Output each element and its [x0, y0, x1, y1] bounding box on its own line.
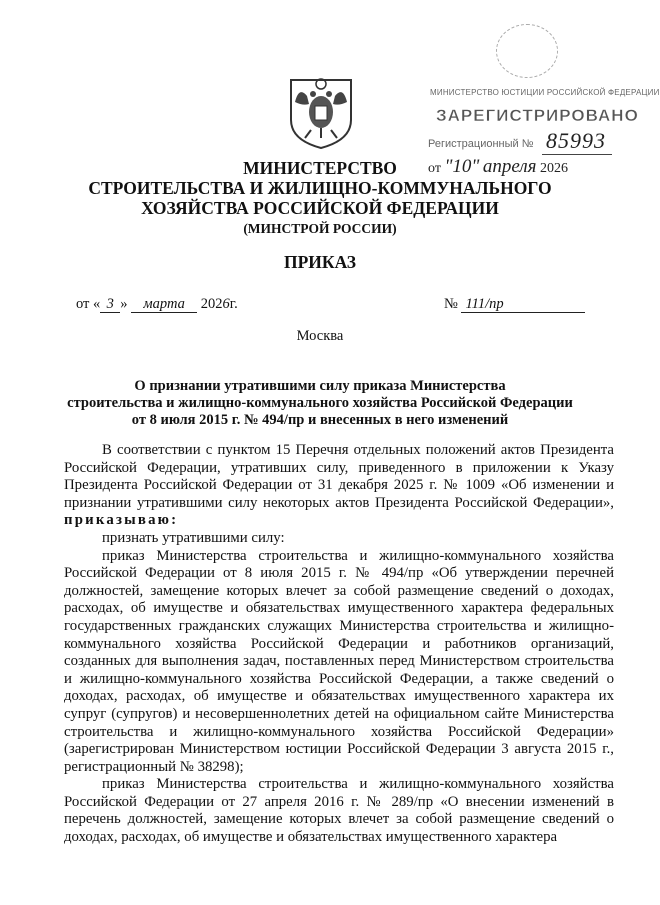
- subject-line-2: строительства и жилищно-коммунального хозяйства Российской Федерации: [67, 395, 573, 411]
- state-emblem: [285, 72, 357, 150]
- city: Москва: [296, 328, 344, 344]
- stamp-seal: [496, 24, 558, 78]
- subject-line-3: от 8 июля 2015 г. № 494/пр и внесенных в него изменений: [131, 412, 509, 428]
- ministry-title: [0, 158, 640, 218]
- date-month: марта: [131, 296, 197, 313]
- paragraph-preamble: [64, 442, 614, 530]
- ministry-line-2: СТРОИТЕЛЬСТВА И ЖИЛИЩНО-КОММУНАЛЬНОГО: [88, 178, 552, 198]
- date-day: 3: [100, 296, 120, 313]
- stamp-reg-label: Регистрационный №: [428, 138, 534, 150]
- stamp-date-prefix: от: [428, 161, 441, 176]
- date-mid: »: [120, 296, 128, 312]
- order-verb: приказываю:: [64, 512, 179, 529]
- number-label: №: [444, 296, 458, 312]
- order-subject: [0, 378, 640, 429]
- paragraph-resolution: признать утратившими силу:: [102, 529, 285, 546]
- date-year-hand: 6: [222, 296, 230, 312]
- stamp-date-month: апреля: [482, 156, 537, 177]
- registration-stamp: [418, 24, 660, 177]
- date-year-printed: 202: [200, 296, 223, 312]
- order-date: [76, 296, 238, 313]
- paragraph-item-1: приказ Министерства строительства и жилищно-коммунального хозяйства Российской Федерации от 8 июля 2015 г. № 494/пр «Об утверждении перечней должностей, замещение которых влечет за собой размещение сведений о доходах, расходах, об имуществе и обязательствах имущественного характера федеральных государственных гражданских служащих Министерства строительства и жилищно-коммунального хозяйства Российской Федерации и работников организаций, созданных для выполнения задач, поставленных перед Министерством строительства и жилищно-коммунального хозяйства Российской Федерации, а также сведений о доходах, расходах, об имуществе и обязательствах имущественного характера их супруг (супругов) и несовершеннолетних детей на официальном сайте Министерства строительства и жилищно-коммунального хозяйства Российской Федерации» (зарегистрирован Министерством юстиции Российской Федерации 3 августа 2015 г., регистрационный № 38298);: [64, 547, 614, 775]
- stamp-underline: [542, 154, 612, 155]
- date-prefix: от «: [76, 296, 101, 312]
- order-number: [444, 296, 585, 313]
- number-value: 111/пр: [461, 296, 585, 313]
- stamp-date-year: 2026: [539, 161, 568, 176]
- doc-type: ПРИКАЗ: [283, 252, 357, 272]
- paragraph-item-2: приказ Министерства строительства и жилищно-коммунального хозяйства Российской Федерации от 27 апреля 2016 г. № 289/пр «О внесении изменений в перечень должностей, замещение которых влечет за собой размещение сведений о доходах, расходах, об имуществе и обязательствах имущественного характера: [64, 776, 614, 846]
- stamp-reg-number: 85993: [546, 128, 606, 153]
- stamp-title: ЗАРЕГИСТРИРОВАНО: [436, 106, 639, 125]
- ministry-abbrev: (МИНСТРОЙ РОССИИ): [243, 221, 397, 236]
- ministry-line-1: МИНИСТЕРСТВО: [243, 158, 397, 178]
- date-year-suffix: г.: [229, 296, 238, 312]
- stamp-organization: МИНИСТЕРСТВО ЮСТИЦИИ РОССИЙСКОЙ ФЕДЕРАЦИИ: [430, 88, 660, 97]
- ministry-line-3: ХОЗЯЙСТВА РОССИЙСКОЙ ФЕДЕРАЦИИ: [141, 198, 499, 218]
- preamble-text: В соответствии с пунктом 15 Перечня отдельных положений актов Президента Российской Федерации, утративших силу, приведенного в приложении к Указу Президента Российской Федерации от 31 декабря 2025 г. № 1009 «Об изменении и признании утратившими силу некоторых актов Президента Российской Федерации»,: [64, 442, 614, 511]
- subject-line-1: О признании утратившими силу приказа Министерства: [134, 378, 506, 394]
- order-body: [64, 442, 614, 847]
- stamp-date-day: "10": [444, 156, 480, 177]
